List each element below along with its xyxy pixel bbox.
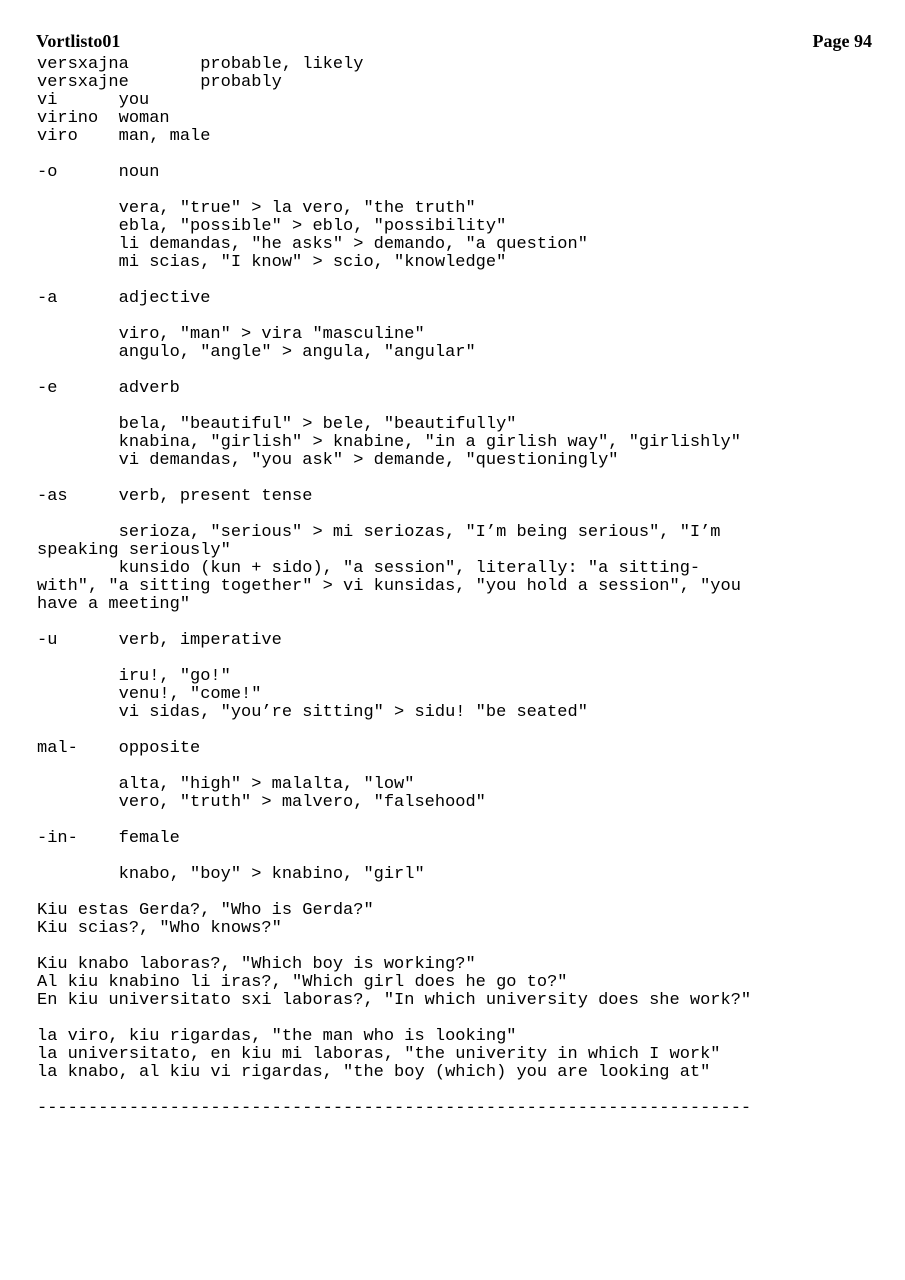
text-line: vi demandas, "you ask" > demande, "questioningly" xyxy=(37,451,619,470)
text-line: virino woman xyxy=(37,109,170,128)
blank-line xyxy=(37,146,877,164)
text-line: venu!, "come!" xyxy=(37,685,262,704)
blank-line xyxy=(37,506,877,524)
blank-line xyxy=(37,848,877,866)
blank-line xyxy=(37,938,877,956)
document-body xyxy=(37,56,877,1118)
blank-line xyxy=(37,470,877,488)
text-line: versxajna probable, likely xyxy=(37,55,364,74)
text-line: viro, "man" > vira "masculine" xyxy=(37,325,425,344)
blank-line xyxy=(37,884,877,902)
text-line: -o noun xyxy=(37,163,160,182)
blank-line xyxy=(37,614,877,632)
text-line: ---------------------------------------------------------------------- xyxy=(37,1099,752,1118)
blank-line xyxy=(37,812,877,830)
text-line: have a meeting" xyxy=(37,595,191,614)
text-line: Kiu estas Gerda?, "Who is Gerda?" xyxy=(37,901,374,920)
blank-line xyxy=(37,758,877,776)
text-line: kunsido (kun + sido), "a session", literally: "a sitting- xyxy=(37,559,701,578)
blank-line xyxy=(37,722,877,740)
text-line: alta, "high" > malalta, "low" xyxy=(37,775,415,794)
text-line: -u verb, imperative xyxy=(37,631,282,650)
text-line: iru!, "go!" xyxy=(37,667,231,686)
blank-line xyxy=(37,1010,877,1028)
text-line: bela, "beautiful" > bele, "beautifully" xyxy=(37,415,517,434)
document-title: Vortlisto01 xyxy=(36,31,121,51)
text-line: -e adverb xyxy=(37,379,180,398)
blank-line xyxy=(37,362,877,380)
blank-line xyxy=(37,272,877,290)
text-line: vero, "truth" > malvero, "falsehood" xyxy=(37,793,486,812)
text-line: knabo, "boy" > knabino, "girl" xyxy=(37,865,425,884)
text-line: ebla, "possible" > eblo, "possibility" xyxy=(37,217,507,236)
text-line: versxajne probably xyxy=(37,73,282,92)
blank-line xyxy=(37,398,877,416)
text-line: with", "a sitting together" > vi kunsidas, "you hold a session", "you xyxy=(37,577,741,596)
text-line: viro man, male xyxy=(37,127,211,146)
text-line: En kiu universitato sxi laboras?, "In which university does she work?" xyxy=(37,991,752,1010)
blank-line xyxy=(37,308,877,326)
text-line: -in- female xyxy=(37,829,180,848)
text-line: -as verb, present tense xyxy=(37,487,313,506)
text-line: knabina, "girlish" > knabine, "in a girlish way", "girlishly" xyxy=(37,433,741,452)
text-line: vi sidas, "you’re sitting" > sidu! "be seated" xyxy=(37,703,588,722)
text-line: Al kiu knabino li iras?, "Which girl does he go to?" xyxy=(37,973,568,992)
text-line: speaking seriously" xyxy=(37,541,231,560)
blank-line xyxy=(37,650,877,668)
text-line: la knabo, al kiu vi rigardas, "the boy (which) you are looking at" xyxy=(37,1063,711,1082)
text-line: -a adjective xyxy=(37,289,211,308)
text-line: li demandas, "he asks" > demando, "a question" xyxy=(37,235,588,254)
text-line: la viro, kiu rigardas, "the man who is looking" xyxy=(37,1027,517,1046)
text-line: Kiu knabo laboras?, "Which boy is working?" xyxy=(37,955,476,974)
text-line: Kiu scias?, "Who knows?" xyxy=(37,919,282,938)
text-line: mi scias, "I know" > scio, "knowledge" xyxy=(37,253,507,272)
text-line: angulo, "angle" > angula, "angular" xyxy=(37,343,476,362)
text-line: vi you xyxy=(37,91,150,110)
text-line: serioza, "serious" > mi seriozas, "I’m being serious", "I’m xyxy=(37,523,721,542)
blank-line xyxy=(37,1082,877,1100)
text-line: mal- opposite xyxy=(37,739,201,758)
page-number: Page 94 xyxy=(812,31,872,51)
text-line: la universitato, en kiu mi laboras, "the univerity in which I work" xyxy=(37,1045,721,1064)
text-line: vera, "true" > la vero, "the truth" xyxy=(37,199,476,218)
blank-line xyxy=(37,182,877,200)
